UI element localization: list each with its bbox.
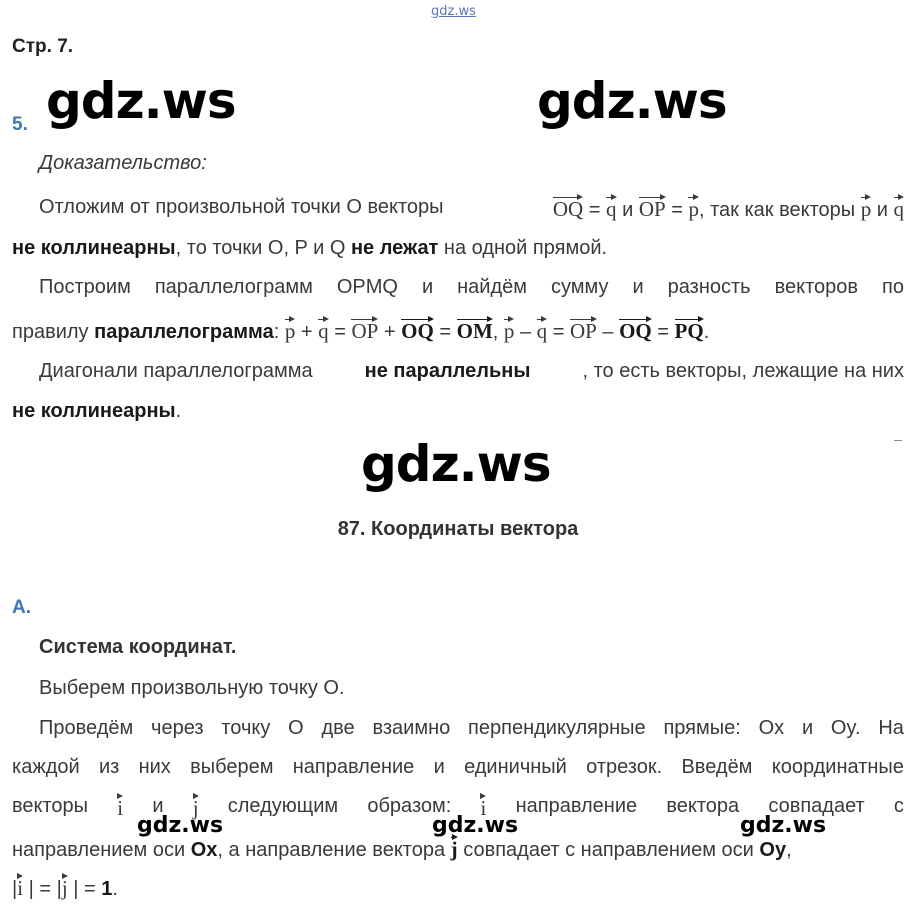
period: .: [703, 321, 710, 343]
word: и: [433, 756, 445, 778]
vector-p: p: [503, 319, 515, 343]
vector-q: q: [536, 319, 548, 343]
word: взаимно: [372, 717, 451, 739]
watermark-big-center: gdz.ws: [361, 435, 551, 493]
watermark-small-left: gdz.ws: [137, 813, 224, 838]
word: Ox: [758, 717, 785, 739]
vector-i: i: [17, 876, 24, 900]
word: образом:: [367, 795, 452, 817]
conjunction: и: [876, 199, 888, 221]
plus-sign: +: [383, 321, 396, 343]
word: по: [882, 276, 904, 298]
word: прямые:: [663, 717, 741, 739]
word: O: [288, 717, 304, 739]
part-a-line-3: [12, 755, 904, 779]
margin-mark: [894, 440, 902, 441]
equals-sign: =: [671, 199, 683, 221]
equals-sign: =: [657, 321, 669, 343]
word: каждой: [12, 756, 80, 778]
word: единичный: [464, 756, 567, 778]
part-a-line-2: [39, 716, 904, 740]
proof-line-3: [39, 275, 904, 299]
word: На: [878, 717, 904, 739]
word: направление: [292, 756, 415, 778]
word: и: [801, 717, 814, 739]
word: с: [893, 795, 904, 817]
period: .: [175, 400, 182, 422]
word: через: [151, 717, 204, 739]
text-segment: на одной прямой.: [443, 237, 608, 259]
vector-p: p: [688, 197, 699, 221]
vector-expression: [553, 195, 904, 222]
word: Проведём: [39, 717, 134, 739]
abs-bar: |: [28, 878, 34, 900]
equals-sign: =: [588, 199, 601, 221]
word: них: [138, 756, 171, 778]
equals-sign: =: [39, 878, 52, 900]
watermark-top: gdz.ws: [431, 4, 476, 19]
equals-sign: =: [84, 878, 96, 900]
part-label: А.: [12, 597, 31, 618]
value-one: 1: [101, 878, 113, 900]
section-title: 87. Координаты вектора: [337, 518, 579, 540]
equals-sign: =: [439, 321, 452, 343]
text-segment: , так как векторы: [698, 199, 856, 221]
word: две: [321, 717, 355, 739]
bold-term: не коллинеарны: [12, 237, 176, 259]
word: Построим: [39, 276, 131, 298]
text-segment: , то точки O, P и Q: [175, 237, 346, 259]
vector-j: j: [450, 837, 458, 861]
text-segment: Диагонали параллелограмма: [39, 360, 313, 382]
text-segment: Отложим от произвольной точки O векторы: [39, 196, 444, 218]
proof-line-1: [39, 195, 904, 222]
word: и: [152, 795, 164, 817]
watermark-big-left: gdz.ws: [46, 72, 236, 130]
vector-p: p: [284, 319, 296, 343]
vector-p: p: [860, 197, 872, 221]
part-heading: Система координат.: [39, 636, 237, 658]
proof-label: Доказательство:: [39, 152, 207, 174]
bold-term: не лежат: [350, 237, 439, 259]
part-a-line-6: [12, 874, 118, 901]
period: .: [112, 878, 118, 900]
vector-op: OP: [351, 319, 379, 343]
word: совпадает: [768, 795, 865, 817]
text-segment: направлением оси: [12, 839, 186, 861]
word: направление: [515, 795, 638, 817]
bold-term: не коллинеарны: [12, 400, 176, 422]
vector-pq: PQ: [674, 319, 704, 343]
word: векторы: [12, 795, 89, 817]
word: выберем: [190, 756, 274, 778]
vector-oq: OQ: [552, 197, 584, 221]
word: перпендикулярные: [468, 717, 646, 739]
proof-line-2: [12, 236, 607, 260]
abs-bar: |: [56, 878, 62, 900]
vector-i: i: [117, 796, 124, 820]
part-a-line-1: Выберем произвольную точку O.: [39, 677, 345, 699]
word: Oy.: [830, 717, 861, 739]
comma: ,: [492, 321, 499, 343]
equals-sign: =: [552, 321, 565, 343]
word: сумму: [551, 276, 609, 298]
word: и: [421, 276, 434, 298]
abs-bar: |: [12, 878, 18, 900]
vector-om: OM: [456, 319, 493, 343]
word: разность: [667, 276, 751, 298]
text-segment: правилу: [12, 321, 89, 343]
bold-term: Oy: [759, 839, 787, 861]
minus-sign: –: [602, 321, 614, 343]
word: координатные: [771, 756, 904, 778]
bold-term: Ox: [190, 839, 218, 861]
plus-sign: +: [300, 321, 313, 343]
watermark-small-center: gdz.ws: [432, 813, 519, 838]
watermark-small-right: gdz.ws: [740, 813, 827, 838]
vector-i: i: [480, 796, 487, 820]
proof-line-4: [12, 317, 709, 344]
word: и: [632, 276, 644, 298]
vector-q: q: [893, 197, 904, 221]
word: следующим: [227, 795, 339, 817]
bold-term: не параллельны: [364, 360, 531, 382]
word: отрезок.: [586, 756, 663, 778]
vector-j: j: [192, 796, 199, 820]
word: точку: [221, 717, 271, 739]
word: параллелограмм: [154, 276, 313, 298]
word: найдём: [457, 276, 528, 298]
minus-sign: –: [519, 321, 532, 343]
proof-line-6: [12, 399, 181, 423]
vector-oq: OQ: [619, 319, 652, 343]
vector-op: OP: [569, 319, 597, 343]
task-number: 5.: [12, 114, 28, 135]
word: из: [98, 756, 120, 778]
abs-bar: |: [73, 878, 79, 900]
conjunction: и: [622, 199, 634, 221]
bold-term: параллелограмма: [94, 321, 274, 343]
text-segment: совпадает с направлением оси: [463, 839, 754, 861]
part-a-line-5: [12, 835, 792, 862]
word: вектора: [666, 795, 740, 817]
word: Введём: [681, 756, 753, 778]
colon: :: [273, 321, 280, 343]
comma: ,: [786, 839, 792, 861]
watermark-big-right: gdz.ws: [537, 72, 727, 130]
word: OPMQ: [336, 276, 398, 298]
equals-sign: =: [334, 321, 346, 343]
vector-oq: OQ: [401, 319, 434, 343]
text-segment: , то есть векторы, лежащие на них: [582, 360, 904, 382]
vector-op: OP: [638, 197, 666, 221]
proof-line-5: [39, 359, 904, 383]
vector-q: q: [606, 197, 617, 221]
vector-q: q: [318, 319, 329, 343]
page-reference: Стр. 7.: [12, 36, 74, 57]
text-segment: , а направление вектора: [217, 839, 446, 861]
word: векторов: [774, 276, 859, 298]
vector-j: j: [61, 876, 68, 900]
